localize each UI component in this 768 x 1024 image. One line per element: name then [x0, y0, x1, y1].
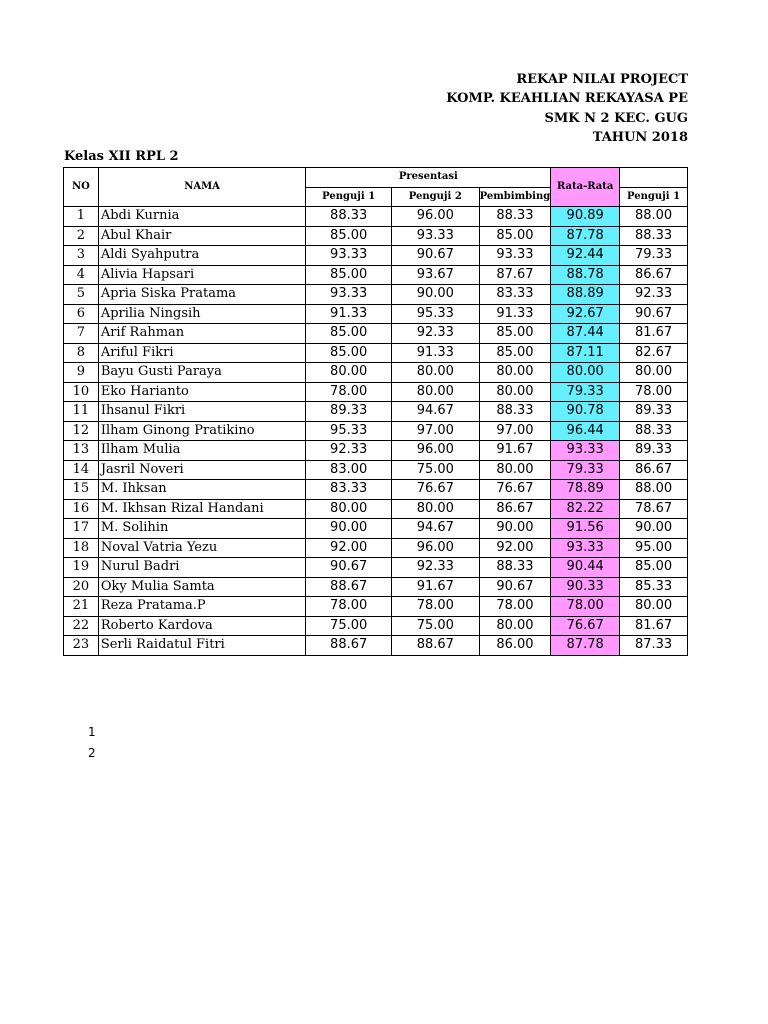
table-row: [64, 304, 688, 324]
row-penguji-1-b: 86.67: [620, 265, 688, 285]
row-penguji-1: 80.00: [306, 499, 392, 519]
row-penguji-1-b: 89.33: [620, 441, 688, 461]
row-rata-rata: 93.33: [551, 441, 620, 461]
row-nama: Reza Pratama.P: [98, 597, 306, 617]
row-no: 23: [64, 636, 99, 656]
row-penguji-2: 90.67: [391, 246, 479, 266]
row-no: 6: [64, 304, 99, 324]
row-rata-rata: 82.22: [551, 499, 620, 519]
row-pembimbing: 76.67: [479, 480, 551, 500]
row-penguji-2: 76.67: [391, 480, 479, 500]
header-pembimbing: Pembimbing: [479, 187, 551, 207]
row-penguji-1-b: 85.33: [620, 577, 688, 597]
header-nama: NAMA: [98, 168, 306, 207]
row-penguji-1-b: 80.00: [620, 363, 688, 383]
table-row: [64, 246, 688, 266]
row-penguji-1: 91.33: [306, 304, 392, 324]
row-no: 4: [64, 265, 99, 285]
row-no: 1: [64, 207, 99, 227]
row-rata-rata: 90.44: [551, 558, 620, 578]
row-penguji-2: 91.33: [391, 343, 479, 363]
row-penguji-1-b: 88.33: [620, 226, 688, 246]
row-rata-rata: 88.78: [551, 265, 620, 285]
row-penguji-1: 85.00: [306, 343, 392, 363]
table-row: [64, 577, 688, 597]
grades-table: [63, 167, 688, 656]
row-rata-rata: 91.56: [551, 519, 620, 539]
row-penguji-1: 85.00: [306, 226, 392, 246]
row-no: 15: [64, 480, 99, 500]
row-nama: Roberto Kardova: [98, 616, 306, 636]
table-row: [64, 363, 688, 383]
row-penguji-1-b: 80.00: [620, 597, 688, 617]
row-nama: M. Solihin: [98, 519, 306, 539]
row-penguji-2: 93.67: [391, 265, 479, 285]
row-penguji-1: 95.33: [306, 421, 392, 441]
row-nama: Ihsanul Fikri: [98, 402, 306, 422]
row-rata-rata: 87.44: [551, 324, 620, 344]
row-penguji-2: 94.67: [391, 519, 479, 539]
row-no: 16: [64, 499, 99, 519]
row-penguji-2: 80.00: [391, 363, 479, 383]
row-pembimbing: 86.00: [479, 636, 551, 656]
table-row: [64, 519, 688, 539]
row-rata-rata: 76.67: [551, 616, 620, 636]
row-nama: Ilham Mulia: [98, 441, 306, 461]
row-pembimbing: 90.00: [479, 519, 551, 539]
report-subtitle-year: TAHUN 2018: [592, 130, 688, 145]
row-pembimbing: 85.00: [479, 324, 551, 344]
table-row: [64, 402, 688, 422]
table-row: [64, 558, 688, 578]
row-nama: Apria Siska Pratama: [98, 285, 306, 305]
table-row: [64, 421, 688, 441]
row-no: 14: [64, 460, 99, 480]
row-penguji-1: 88.33: [306, 207, 392, 227]
row-pembimbing: 88.33: [479, 207, 551, 227]
row-pembimbing: 88.33: [479, 558, 551, 578]
row-nama: Ariful Fikri: [98, 343, 306, 363]
row-penguji-2: 75.00: [391, 460, 479, 480]
row-penguji-1-b: 87.33: [620, 636, 688, 656]
row-nama: M. Ihksan: [98, 480, 306, 500]
row-pembimbing: 86.67: [479, 499, 551, 519]
row-nama: Jasril Noveri: [98, 460, 306, 480]
row-rata-rata: 92.44: [551, 246, 620, 266]
row-penguji-2: 91.67: [391, 577, 479, 597]
footnote-number-2: 2: [88, 746, 96, 760]
row-penguji-2: 95.33: [391, 304, 479, 324]
header-next-group: [620, 168, 688, 188]
row-penguji-2: 90.00: [391, 285, 479, 305]
row-nama: Abul Khair: [98, 226, 306, 246]
row-penguji-1: 80.00: [306, 363, 392, 383]
row-penguji-1-b: 86.67: [620, 460, 688, 480]
row-no: 2: [64, 226, 99, 246]
row-penguji-1-b: 85.00: [620, 558, 688, 578]
table-row: [64, 616, 688, 636]
row-no: 8: [64, 343, 99, 363]
row-penguji-1: 93.33: [306, 285, 392, 305]
row-penguji-1-b: 90.00: [620, 519, 688, 539]
report-title: REKAP NILAI PROJECT: [516, 72, 688, 87]
row-penguji-2: 93.33: [391, 226, 479, 246]
row-penguji-1: 93.33: [306, 246, 392, 266]
row-penguji-2: 96.00: [391, 538, 479, 558]
table-row: [64, 636, 688, 656]
row-penguji-2: 75.00: [391, 616, 479, 636]
row-penguji-1-b: 88.33: [620, 421, 688, 441]
row-penguji-1: 75.00: [306, 616, 392, 636]
row-penguji-1: 92.00: [306, 538, 392, 558]
header-rata-rata: Rata-Rata: [551, 168, 620, 207]
row-penguji-1-b: 89.33: [620, 402, 688, 422]
row-pembimbing: 90.67: [479, 577, 551, 597]
row-penguji-2: 92.33: [391, 558, 479, 578]
row-nama: Arif Rahman: [98, 324, 306, 344]
row-rata-rata: 88.89: [551, 285, 620, 305]
row-rata-rata: 92.67: [551, 304, 620, 324]
row-nama: Eko Harianto: [98, 382, 306, 402]
row-no: 17: [64, 519, 99, 539]
row-rata-rata: 78.00: [551, 597, 620, 617]
row-penguji-1: 78.00: [306, 382, 392, 402]
row-no: 9: [64, 363, 99, 383]
row-penguji-2: 96.00: [391, 207, 479, 227]
row-penguji-1: 90.67: [306, 558, 392, 578]
row-nama: M. Ikhsan Rizal Handani: [98, 499, 306, 519]
row-penguji-1: 88.67: [306, 636, 392, 656]
row-rata-rata: 80.00: [551, 363, 620, 383]
row-penguji-1: 85.00: [306, 324, 392, 344]
row-penguji-1: 92.33: [306, 441, 392, 461]
report-subtitle-department: KOMP. KEAHLIAN REKAYASA PE: [446, 91, 688, 106]
row-no: 5: [64, 285, 99, 305]
row-penguji-1-b: 78.00: [620, 382, 688, 402]
row-pembimbing: 80.00: [479, 460, 551, 480]
row-nama: Noval Vatria Yezu: [98, 538, 306, 558]
class-label: Kelas XII RPL 2: [64, 149, 179, 164]
row-penguji-1: 88.67: [306, 577, 392, 597]
table-row: [64, 441, 688, 461]
row-rata-rata: 87.78: [551, 226, 620, 246]
row-penguji-1-b: 78.67: [620, 499, 688, 519]
row-no: 21: [64, 597, 99, 617]
table-row: [64, 538, 688, 558]
row-penguji-1-b: 81.67: [620, 616, 688, 636]
table-row: [64, 480, 688, 500]
row-penguji-2: 92.33: [391, 324, 479, 344]
row-rata-rata: 87.11: [551, 343, 620, 363]
report-subtitle-school: SMK N 2 KEC. GUG: [544, 111, 688, 126]
row-nama: Serli Raidatul Fitri: [98, 636, 306, 656]
row-penguji-1-b: 88.00: [620, 480, 688, 500]
table-row: [64, 343, 688, 363]
row-no: 18: [64, 538, 99, 558]
row-pembimbing: 87.67: [479, 265, 551, 285]
row-penguji-1-b: 79.33: [620, 246, 688, 266]
row-rata-rata: 96.44: [551, 421, 620, 441]
row-penguji-1: 89.33: [306, 402, 392, 422]
row-no: 20: [64, 577, 99, 597]
row-pembimbing: 91.33: [479, 304, 551, 324]
row-nama: Oky Mulia Samta: [98, 577, 306, 597]
row-nama: Nurul Badri: [98, 558, 306, 578]
row-pembimbing: 80.00: [479, 382, 551, 402]
row-no: 10: [64, 382, 99, 402]
table-row: [64, 265, 688, 285]
table-row: [64, 597, 688, 617]
row-pembimbing: 85.00: [479, 226, 551, 246]
row-penguji-1: 90.00: [306, 519, 392, 539]
row-penguji-1-b: 95.00: [620, 538, 688, 558]
row-penguji-1: 83.00: [306, 460, 392, 480]
row-pembimbing: 78.00: [479, 597, 551, 617]
row-rata-rata: 90.89: [551, 207, 620, 227]
header-penguji-2: Penguji 2: [391, 187, 479, 207]
row-penguji-2: 78.00: [391, 597, 479, 617]
row-rata-rata: 90.33: [551, 577, 620, 597]
row-penguji-2: 97.00: [391, 421, 479, 441]
row-penguji-2: 94.67: [391, 402, 479, 422]
row-rata-rata: 79.33: [551, 460, 620, 480]
row-penguji-1: 83.33: [306, 480, 392, 500]
row-no: 13: [64, 441, 99, 461]
row-rata-rata: 93.33: [551, 538, 620, 558]
row-no: 22: [64, 616, 99, 636]
row-no: 12: [64, 421, 99, 441]
row-no: 7: [64, 324, 99, 344]
row-no: 3: [64, 246, 99, 266]
row-rata-rata: 90.78: [551, 402, 620, 422]
row-penguji-1-b: 92.33: [620, 285, 688, 305]
row-no: 19: [64, 558, 99, 578]
grades-body: [64, 207, 688, 656]
row-pembimbing: 83.33: [479, 285, 551, 305]
row-rata-rata: 79.33: [551, 382, 620, 402]
row-penguji-2: 96.00: [391, 441, 479, 461]
table-row: [64, 324, 688, 344]
row-penguji-1-b: 88.00: [620, 207, 688, 227]
row-penguji-2: 88.67: [391, 636, 479, 656]
row-pembimbing: 88.33: [479, 402, 551, 422]
row-penguji-1-b: 90.67: [620, 304, 688, 324]
row-penguji-2: 80.00: [391, 382, 479, 402]
row-rata-rata: 78.89: [551, 480, 620, 500]
row-nama: Bayu Gusti Paraya: [98, 363, 306, 383]
footnote-number-1: 1: [88, 725, 96, 739]
row-rata-rata: 87.78: [551, 636, 620, 656]
header-penguji-1-b: Penguji 1: [620, 187, 688, 207]
row-pembimbing: 93.33: [479, 246, 551, 266]
row-penguji-1: 85.00: [306, 265, 392, 285]
row-nama: Ilham Ginong Pratikino: [98, 421, 306, 441]
table-row: [64, 499, 688, 519]
table-row: [64, 382, 688, 402]
row-penguji-1-b: 81.67: [620, 324, 688, 344]
table-row: [64, 226, 688, 246]
row-penguji-1-b: 82.67: [620, 343, 688, 363]
table-row: [64, 207, 688, 227]
row-pembimbing: 80.00: [479, 616, 551, 636]
row-pembimbing: 97.00: [479, 421, 551, 441]
row-nama: Abdi Kurnia: [98, 207, 306, 227]
header-no: NO: [64, 168, 99, 207]
row-pembimbing: 91.67: [479, 441, 551, 461]
row-nama: Alivia Hapsari: [98, 265, 306, 285]
row-pembimbing: 80.00: [479, 363, 551, 383]
row-nama: Aprilia Ningsih: [98, 304, 306, 324]
row-penguji-1: 78.00: [306, 597, 392, 617]
row-penguji-2: 80.00: [391, 499, 479, 519]
row-pembimbing: 85.00: [479, 343, 551, 363]
row-no: 11: [64, 402, 99, 422]
row-nama: Aldi Syahputra: [98, 246, 306, 266]
table-row: [64, 460, 688, 480]
table-row: [64, 285, 688, 305]
row-pembimbing: 92.00: [479, 538, 551, 558]
header-presentasi: Presentasi: [306, 168, 551, 188]
header-penguji-1: Penguji 1: [306, 187, 392, 207]
